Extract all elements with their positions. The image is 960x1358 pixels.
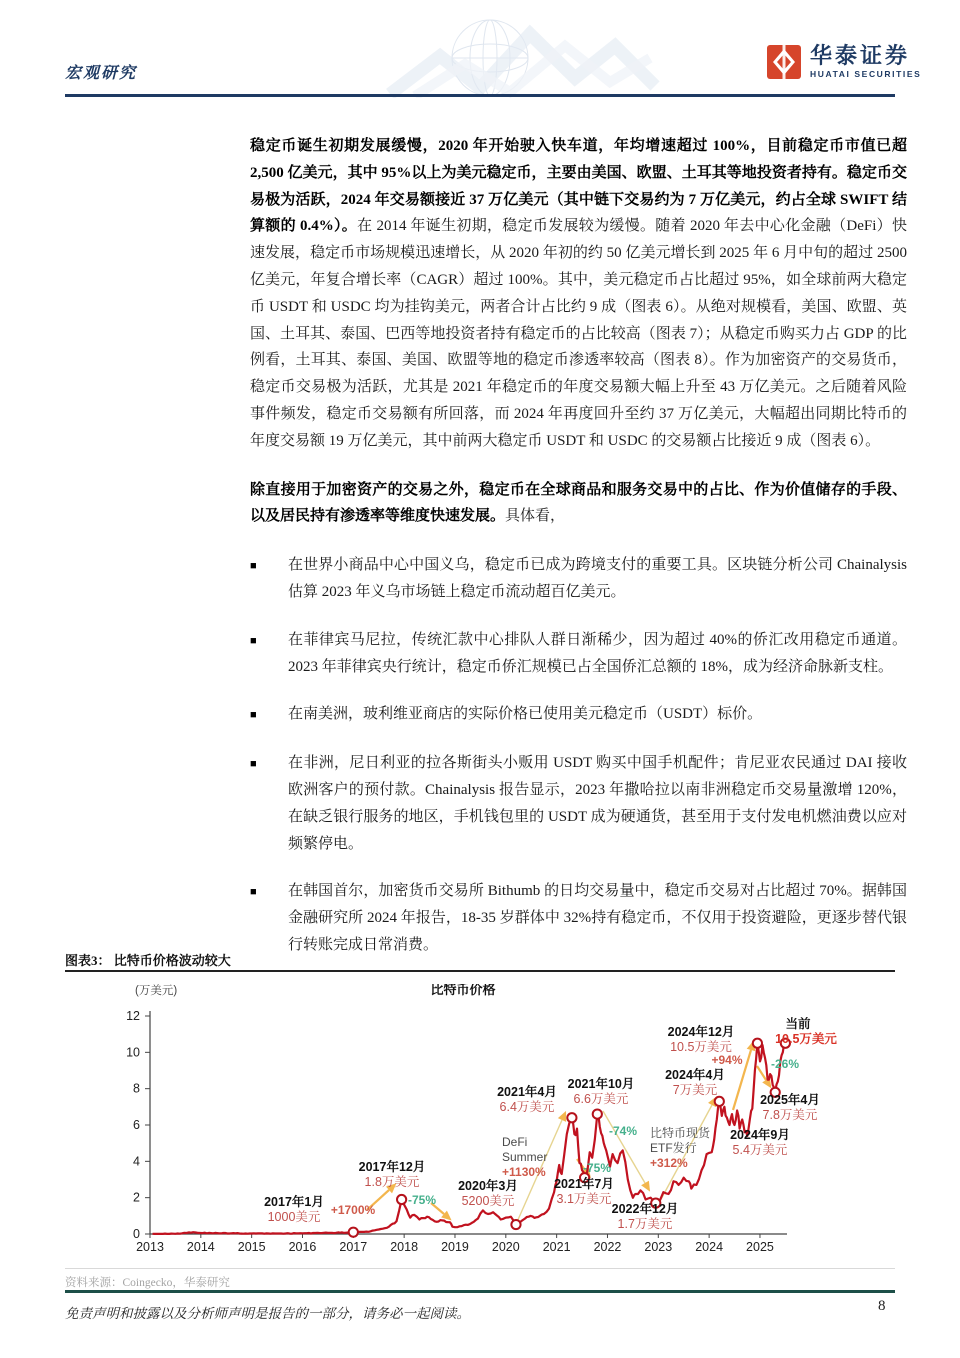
bullet-square-icon: ■ (250, 709, 257, 722)
key-point-marker (349, 1228, 358, 1237)
annotation-date: 2025年4月 (760, 1093, 820, 1107)
percent-label: 比特币现货 (650, 1126, 711, 1140)
x-tick-label: 2023 (644, 1240, 673, 1254)
annotation-value: 7.8万美元 (762, 1108, 818, 1122)
y-axis-unit: (万美元) (135, 985, 178, 997)
x-tick-label: 2014 (186, 1240, 215, 1254)
annotation-date: 2024年4月 (665, 1068, 725, 1082)
annotation-date: 2021年7月 (554, 1177, 614, 1191)
y-tick-label: 12 (126, 1008, 140, 1023)
key-point-marker (397, 1195, 406, 1204)
brand-logo (766, 44, 921, 80)
annotation-date: 2021年10月 (567, 1077, 635, 1091)
list-item-text: 在非洲，尼日利亚的拉各斯街头小贩用 USDT 购买中国手机配件；肯尼亚农民通过 DAI 接收欧洲客户的预付款。Chainalysis 报告显示，2023 年撒哈拉以南非洲稳定币交易量激增 120%，在缺乏银行服务的地区，手机钱包里的 USDT 成为硬通货，甚至用于支付发电机燃油费以应对频繁停电。 (288, 755, 907, 852)
annotation-value: 7万美元 (672, 1083, 718, 1097)
list-item (250, 701, 907, 729)
annotation-value: 6.6万美元 (573, 1092, 629, 1106)
percent-label: -26% (770, 1057, 800, 1071)
annotation-date: 2024年12月 (667, 1025, 735, 1039)
annotation-value: 10.5万美元 (670, 1040, 732, 1054)
x-tick-label: 2013 (136, 1240, 164, 1254)
line-chart-canvas (65, 984, 915, 1290)
list-item (250, 552, 907, 606)
percent-label: -75% (407, 1193, 437, 1207)
percent-label: +312% (650, 1156, 688, 1170)
x-tick-label: 2019 (441, 1240, 469, 1254)
key-point-marker (593, 1109, 602, 1118)
list-item-text: 在韩国首尔，加密货币交易所 Bithumb 的日均交易量中，稳定币交易对占比超过 70%。据韩国金融研究所 2024 年报告，18-35 岁群体中 32%持有稳定币，不仅用于投资避险，更逐步替代银行转账完成日常消费。 (288, 883, 907, 953)
x-tick-label: 2020 (491, 1240, 520, 1254)
bitcoin-price-chart (65, 984, 915, 1290)
y-tick-label: 6 (133, 1117, 140, 1132)
annotation-date: 2017年12月 (358, 1160, 426, 1174)
report-category: 宏观研究 (65, 65, 138, 82)
list-item-text: 在南美洲，玻利维亚商店的实际价格已使用美元稳定币（USDT）标价。 (288, 706, 763, 723)
list-item (250, 878, 907, 958)
key-point-marker (511, 1220, 520, 1229)
annotation-value: 5.4万美元 (732, 1143, 788, 1157)
chart-title: 比特币价格 (430, 984, 496, 997)
header-rule (65, 94, 895, 97)
figure-caption-rule (65, 970, 895, 972)
percent-label: ETF发行 (650, 1141, 697, 1155)
percent-label: +1130% (502, 1165, 546, 1179)
key-point-marker (715, 1097, 724, 1106)
page-number: 8 (878, 1298, 886, 1314)
key-point-marker (567, 1113, 576, 1122)
list-item-text: 在菲律宾马尼拉，传统汇款中心排队人群日渐稀少，因为超过 40%的侨汇改用稳定币通道。2023 年菲律宾央行统计，稳定币侨汇规模已占全国侨汇总额的 18%，成为经济命脉新支柱。 (288, 631, 907, 675)
annotation-date: 2017年1月 (264, 1195, 324, 1209)
annotation-value: 3.1万美元 (556, 1192, 612, 1206)
annotation-date: 2020年3月 (458, 1179, 518, 1193)
annotation-date: 2022年12月 (611, 1202, 679, 1216)
y-tick-label: 4 (133, 1154, 140, 1169)
globe-watermark (370, 16, 660, 98)
y-tick-label: 10 (126, 1045, 140, 1060)
annotation-value: 1.8万美元 (364, 1175, 420, 1189)
annotation-value: 6.4万美元 (499, 1100, 555, 1114)
x-tick-label: 2022 (593, 1240, 622, 1254)
paragraph-1-lead: 稳定币诞生初期发展缓慢，2020 年开始驶入快车道，年均增速超过 100%，目前稳定币市值已超 2,500 亿美元，其中 95%以上为美元稳定币，主要由美国、欧盟、土耳其等地投资者持有。稳定币交易极为活跃，2024 年交易额接近 37 万亿美元（其中链下交易约为 7 万亿美元，约占全球 SWIFT 结算额的 0.4%）。 (250, 138, 907, 235)
annotation-value: 10.5万美元 (775, 1032, 837, 1046)
annotation-value: 1.7万美元 (617, 1217, 673, 1231)
key-point-marker (753, 1039, 762, 1048)
disclaimer-text: 免责声明和披露以及分析师声明是报告的一部分，请务必一起阅读。 (65, 1306, 470, 1321)
x-tick-label: 2018 (390, 1240, 419, 1254)
y-tick-label: 2 (133, 1190, 140, 1205)
y-tick-label: 0 (133, 1227, 140, 1241)
percent-label: -75% (582, 1161, 612, 1175)
x-tick-label: 2017 (339, 1240, 368, 1254)
percent-label: +1700% (330, 1203, 376, 1217)
figure-source: 资料来源：Coingecko，华泰研究 (65, 1277, 230, 1289)
bullet-list (250, 552, 907, 959)
annotation-date: 当前 (785, 1017, 811, 1031)
annotation-value: 1000美元 (267, 1210, 321, 1224)
brand-name-cn: 华泰证券 (810, 43, 911, 69)
huatai-logo-icon (766, 44, 802, 80)
percent-label: -74% (608, 1124, 638, 1138)
list-item (250, 750, 907, 857)
list-item (250, 627, 907, 681)
paragraph-1-rest: 在 2014 年诞生初期，稳定币发展较为缓慢。随着 2020 年去中心化金融（DeFi）快速发展，稳定币市场规模迅速增长，从 2020 年初的约 50 亿美元增长到 2025 年 6 月中旬的超过 2500 亿美元，年复合增长率（CAGR）超过 100%。其中，美元稳定币占比超过 95%，如全球前两大稳定币 USDT 和 USDC 均为挂钩美元，两者合计占比约 9 成（图表 6）。从绝对规模看，美国、欧盟、英国、土耳其、泰国、巴西等地投资者持有稳定币的占比较高（图表 7）；从稳定币购买力占 GDP 的比例看，土耳其、泰国、美国、欧盟等地的稳定币渗透率较高（图表 8）。作为加密资产的交易货币，稳定币交易极为活跃，尤其是 2021 年稳定币的年度交易额大幅上升至 43 万亿美元。之后随着风险事件频发，稳定币交易额有所回落，而 2024 年再度回升至约 37 万亿美元，大幅超出同期比特币的年度交易额 19 万亿美元，其中前两大稳定币 USDT 和 USDC 的交易额占比接近 9 成（图表 6）。 (250, 218, 907, 449)
annotation-date: 2021年4月 (497, 1085, 557, 1099)
paragraph-2 (250, 477, 907, 531)
annotation-value: 5200美元 (461, 1194, 515, 1208)
trend-arrow (757, 1066, 766, 1080)
paragraph-2-lead: 除直接用于加密资产的交易之外，稳定币在全球商品和服务交易中的占比、作为价值储存的手段、以及居民持有渗透率等维度快速发展。 (250, 481, 907, 525)
x-tick-label: 2016 (288, 1240, 317, 1254)
annotation-date: 2024年9月 (730, 1128, 790, 1142)
report-body (250, 133, 907, 980)
percent-label: +94% (711, 1053, 743, 1067)
figure-caption: 图表3： 比特币价格波动较大 (65, 953, 231, 968)
bullet-square-icon: ■ (250, 634, 257, 647)
paragraph-2-rest: 具体看， (505, 508, 566, 525)
brand-name-en: HUATAI SECURITIES (810, 69, 922, 80)
source-top-rule (65, 1268, 895, 1269)
x-tick-label: 2025 (746, 1240, 774, 1254)
section-bottom-rule (65, 1290, 895, 1293)
list-item-text: 在世界小商品中心中国义乌，稳定币已成为跨境支付的重要工具。区块链分析公司 Chainalysis 估算 2023 年义乌市场链上稳定币流动超百亿美元。 (288, 557, 907, 600)
paragraph-1 (250, 133, 907, 455)
bullet-square-icon: ■ (250, 560, 257, 573)
y-tick-label: 8 (133, 1081, 140, 1096)
x-tick-label: 2015 (237, 1240, 266, 1254)
percent-label: DeFi (502, 1135, 528, 1149)
x-tick-label: 2021 (542, 1240, 571, 1254)
percent-label: Summer (502, 1150, 548, 1164)
x-tick-label: 2024 (695, 1240, 724, 1254)
bullet-square-icon: ■ (250, 886, 257, 899)
bullet-square-icon: ■ (250, 758, 257, 771)
